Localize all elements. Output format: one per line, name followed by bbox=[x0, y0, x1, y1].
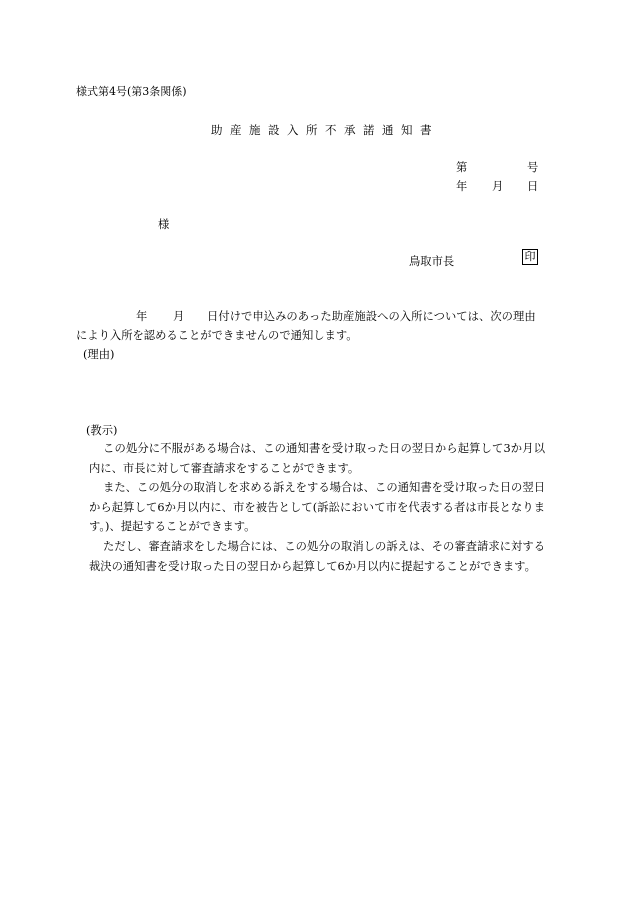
instruction-para-2-text: また、この処分の取消しを求める訴えをする場合は、この通知書を受け取った日の翌日から起算して6か月以内に、市を被告として(訴訟において市を代表する者は市長となります。)、提起することができます。 bbox=[89, 481, 545, 534]
seal-box bbox=[522, 249, 538, 265]
instruction-para-2 bbox=[89, 478, 545, 537]
instruction-para-3-text: ただし、審査請求をした場合には、この処分の取消しの訴えは、その審査請求に対する裁決の通知書を受け取った日の翌日から起算して6か月以内に提起することができます。 bbox=[89, 540, 545, 573]
body-line1: 日付けで申込みのあった助産施設への入所については、次の理由 bbox=[207, 310, 536, 323]
date-day: 日 bbox=[527, 180, 539, 193]
form-label: 様式第4号(第3条関係) bbox=[76, 85, 187, 98]
title-char: 助 bbox=[211, 123, 223, 137]
instruction-para-1-text: この処分に不服がある場合は、この通知書を受け取った日の翌日から起算して3か月以内に、市長に対して審査請求をすることができます。 bbox=[89, 442, 545, 475]
body-line2: により入所を認めることができませんので通知します。 bbox=[76, 329, 358, 342]
doc-number-go: 号 bbox=[527, 161, 539, 174]
reason-label: (理由) bbox=[83, 348, 115, 361]
title-char: 知 bbox=[401, 123, 413, 137]
issuer-name: 鳥取市長 bbox=[409, 255, 455, 268]
instruction-label: (教示) bbox=[86, 424, 118, 437]
instruction-para-1 bbox=[89, 439, 545, 478]
document-title bbox=[211, 125, 439, 137]
title-char: 承 bbox=[344, 123, 356, 137]
title-char: 書 bbox=[420, 123, 432, 137]
instruction-para-3 bbox=[89, 537, 545, 576]
title-char: 入 bbox=[287, 123, 299, 137]
date-year: 年 bbox=[456, 180, 468, 193]
title-char: 施 bbox=[249, 123, 261, 137]
title-char: 通 bbox=[382, 123, 394, 137]
title-char: 産 bbox=[230, 123, 242, 137]
doc-number-dai: 第 bbox=[456, 161, 468, 174]
body-year: 年 bbox=[136, 310, 148, 323]
title-char: 不 bbox=[325, 123, 337, 137]
date-month: 月 bbox=[492, 180, 504, 193]
addressee-suffix: 様 bbox=[158, 218, 170, 231]
title-char: 設 bbox=[268, 123, 280, 137]
body-month: 月 bbox=[173, 310, 185, 323]
title-char: 所 bbox=[306, 123, 318, 137]
seal-char: 印 bbox=[524, 250, 536, 263]
title-char: 諾 bbox=[363, 123, 375, 137]
